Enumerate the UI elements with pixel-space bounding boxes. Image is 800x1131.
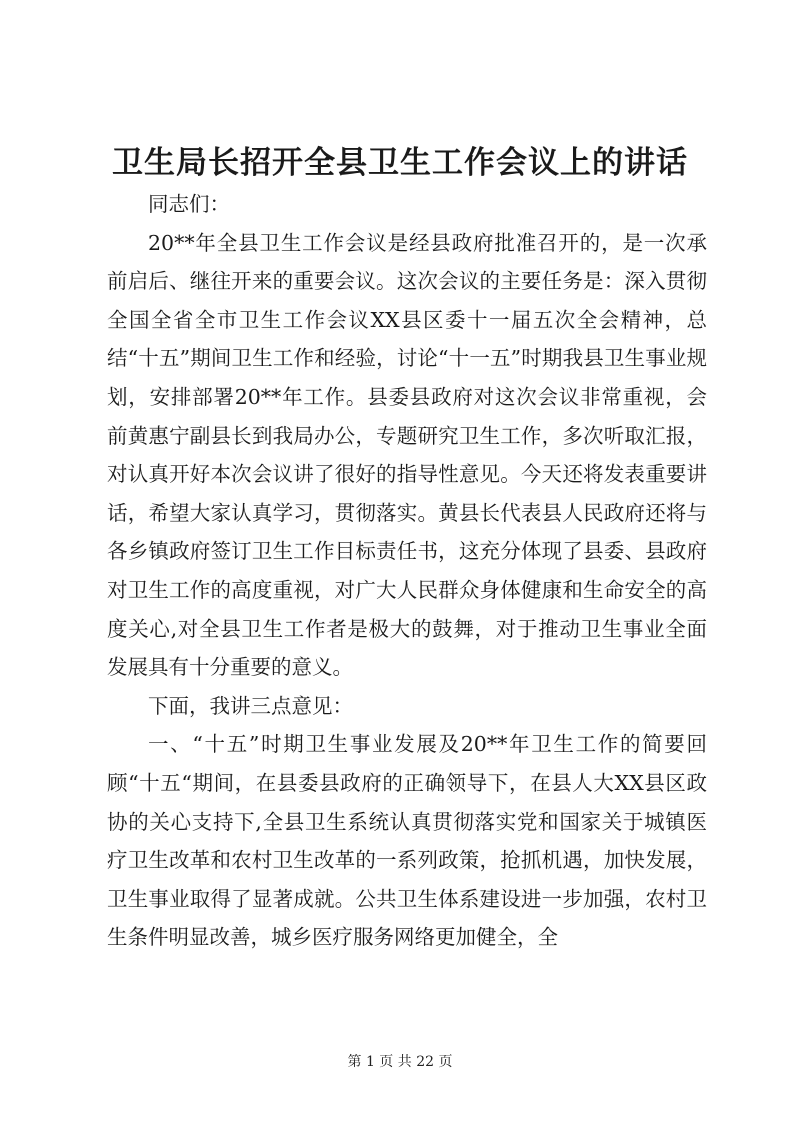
salutation-paragraph: 同志们： — [148, 192, 230, 216]
outline-paragraph: 下面，我讲三点意见： — [148, 693, 353, 718]
page-number-footer: 第 1 页 共 22 页 — [347, 1054, 453, 1070]
section-one-paragraph: 一、“十五”时期卫生事业发展及20**年卫生工作的简要回顾“十五“期间，在县委县政府的正确领导下，在县人大XX县区政协的关心支持下,全县卫生系统认真贯彻落实党和国家关于城镇医疗卫生改革和农村卫生改革的一系列政策，抢抓机遇，加快发展，卫生事业取得了显著成就。公共卫生体系建设进一步加强，农村卫生条件明显改善，城乡医疗服务网络更加健全，全 — [107, 732, 707, 950]
document-title: 卫生局长招开全县卫生工作会议上的讲话 — [112, 145, 688, 181]
document-body — [107, 185, 707, 957]
intro-paragraph: 20**年全县卫生工作会议是经县政府批准召开的，是一次承前启后、继往开来的重要会议。这次会议的主要任务是：深入贯彻全国全省全市卫生工作会议XX县区委十一届五次全会精神，总结“十五”期间卫生工作和经验，讨论“十一五”时期我县卫生事业规划，安排部署20**年工作。县委县政府对这次会议非常重视，会前黄惠宁副县长到我局办公，专题研究卫生工作，多次听取汇报，对认真开好本次会议讲了很好的指导性意见。今天还将发表重要讲话，希望大家认真学习，贯彻落实。黄县长代表县人民政府还将与各乡镇政府签订卫生工作目标责任书，这充分体现了县委、县政府对卫生工作的高度重视，对广大人民群众身体健康和生命安全的高度关心,对全县卫生工作者是极大的鼓舞，对于推动卫生事业全面发展具有十分重要的意义。 — [107, 230, 707, 680]
